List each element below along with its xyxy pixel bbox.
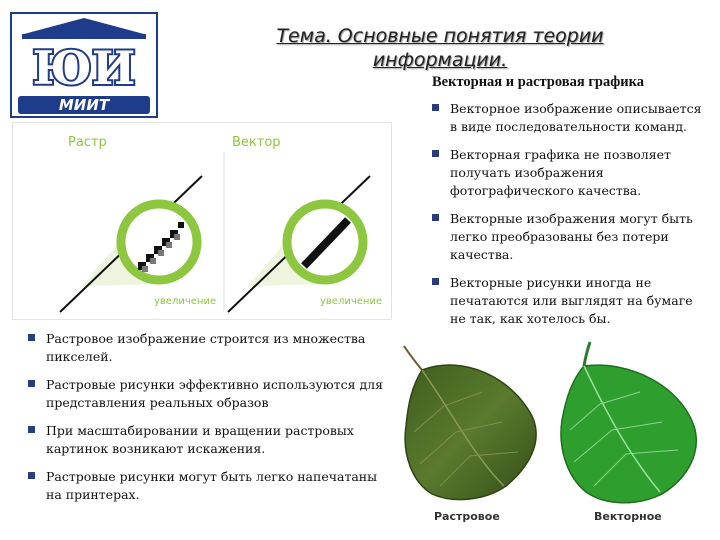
leaves-figure (394, 336, 714, 528)
vector-leaf-caption: Векторное (594, 510, 662, 523)
raster-label: Растр (68, 135, 107, 150)
university-logo (10, 12, 158, 118)
list-item: При масштабировании и вращении растровых картинок возникают искажения. (28, 422, 388, 458)
vector-points-list (432, 100, 712, 338)
raster-leaf-caption: Растровое (434, 510, 500, 523)
slide-title: Тема. Основные понятия теории информации. (276, 25, 604, 71)
bullet-icon (28, 334, 35, 341)
list-item: Растровые рисунки эффективно используются для представления реальных образов (28, 376, 388, 412)
section-title: Векторная и растровая графика (432, 74, 644, 90)
vector-leaf-image (561, 342, 696, 503)
logo-letters: ЮИ (32, 41, 136, 95)
bullet-icon (432, 150, 439, 157)
list-item: Растровые рисунки могут быть легко напечатаны на принтерах. (28, 468, 388, 504)
logo-brand: МИИТ (58, 96, 110, 114)
list-item: Векторные рисунки иногда не печатаются или выглядят на бумаге не так, как хотелось бы. (432, 274, 712, 328)
bullet-icon (432, 104, 439, 111)
zoom-label-left: увеличение (154, 296, 217, 307)
raster-points-list (28, 330, 388, 514)
bullet-icon (432, 214, 439, 221)
bullet-icon (28, 426, 35, 433)
vector-label: Вектор (232, 135, 281, 150)
raster-vector-figure (12, 122, 392, 320)
bullet-icon (432, 278, 439, 285)
zoom-label-right: увеличение (320, 296, 383, 307)
list-item: Растровое изображение строится из множества пикселей. (28, 330, 388, 366)
bullet-icon (28, 472, 35, 479)
list-item: Векторная графика не позволяет получать изображения фотографического качества. (432, 146, 712, 200)
bullet-icon (28, 380, 35, 387)
raster-leaf-image (404, 346, 536, 500)
list-item: Векторные изображения могут быть легко преобразованы без потери качества. (432, 210, 712, 264)
list-item: Векторное изображение описывается в виде последовательности команд. (432, 100, 712, 136)
